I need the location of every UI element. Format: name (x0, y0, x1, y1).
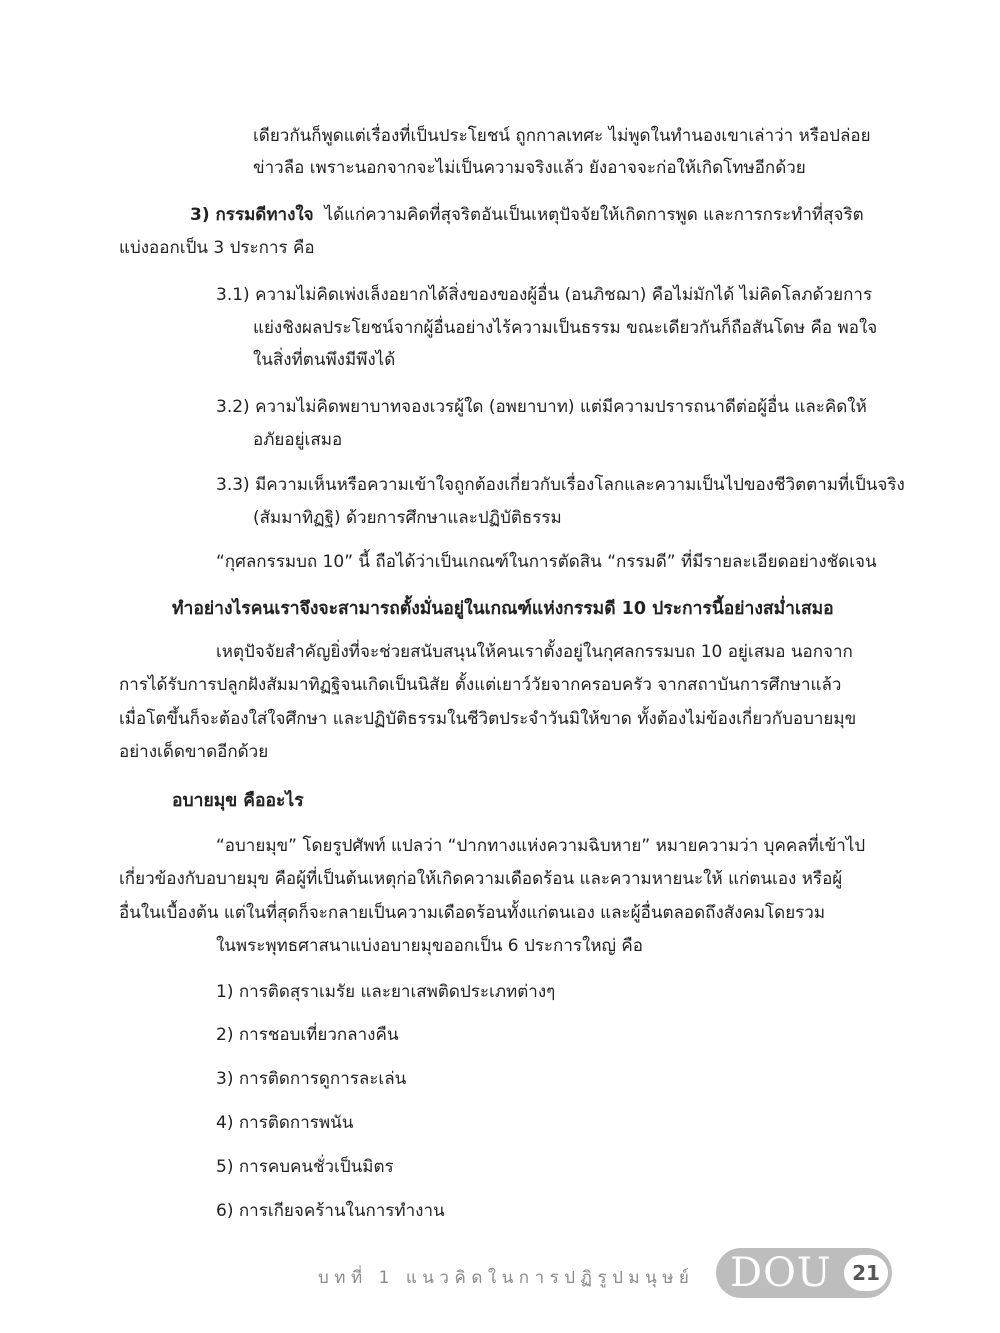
cause-line-4: อย่างเด็ดขาดอีกด้วย (119, 742, 269, 762)
intro-line-2: ข่าวลือ เพราะนอกจากจะไม่เป็นความจริงแล้ว ยังอาจจะก่อให้เกิดโทษอีกด้วย (253, 158, 806, 178)
item-3-2-line-2: อภัยอยู่เสมอ (253, 430, 343, 450)
item-3-text: ได้แก่ความคิดที่สุจริตอันเป็นเหตุปัจจัยให้เกิดการพูด และการกระทำที่สุจริต (324, 205, 864, 225)
dou-logo: DOU (730, 1250, 832, 1296)
cause-line-1: เหตุปัจจัยสำคัญยิ่งที่จะช่วยสนับสนุนให้คนเราตั้งอยู่ในกุศลกรรมบถ 10 อยู่เสมอ นอกจาก (216, 642, 853, 662)
item-3-line-2: แบ่งออกเป็น 3 ประการ คือ (119, 238, 315, 258)
definition-line-3: อื่นในเบื้องต้น แต่ในที่สุดก็จะกลายเป็นความเดือดร้อนทั้งแก่ตนเอง และผู้อื่นตลอดถึงสังคมโดยรวม (119, 903, 826, 923)
section-heading-1: ทำอย่างไรคนเราจึงจะสามารถตั้งมั่นอยู่ในเกณฑ์แห่งกรรมดี 10 ประการนี้อย่างสม่ำเสมอ (172, 599, 834, 619)
footer-chapter-title: บทที่ 1 แนวคิดในการปฏิรูปมนุษย์ (318, 1268, 695, 1288)
section-heading-2: อบายมุข คืออะไร (172, 791, 304, 811)
item-3-line-1 (190, 203, 864, 227)
list-item: 3) การติดการดูการละเล่น (216, 1069, 407, 1089)
summary-line: “กุศลกรรมบถ 10” นี้ ถือได้ว่าเป็นเกณฑ์ในการตัดสิน “กรรมดี” ที่มีรายละเอียดอย่างชัดเจน (216, 552, 877, 572)
item-3-2-line-1: 3.2) ความไม่คิดพยาบาทจองเวรผู้ใด (อพยาบาท) แต่มีความปรารถนาดีต่อผู้อื่น และคิดให้ (216, 397, 867, 417)
definition-line-4: ในพระพุทธศาสนาแบ่งอบายมุขออกเป็น 6 ประการใหญ่ คือ (216, 936, 644, 956)
item-3-1-line-3: ในสิ่งที่ตนพึงมีพึงได้ (253, 350, 396, 370)
list-item: 4) การติดการพนัน (216, 1113, 354, 1133)
footer-badge (716, 1248, 892, 1298)
item-3-title: 3) กรรมดีทางใจ (190, 205, 314, 225)
definition-line-2: เกี่ยวข้องกับอบายมุข คือผู้ที่เป็นต้นเหตุก่อให้เกิดความเดือดร้อน และความหายนะให้ แก่ตนเอง หรือผู้ (119, 869, 843, 889)
list-item: 1) การติดสุราเมรัย และยาเสพติดประเภทต่างๆ (216, 982, 556, 1002)
page-number: 21 (844, 1255, 888, 1291)
item-3-1-line-2: แย่งชิงผลประโยชน์จากผู้อื่นอย่างไร้ความเป็นธรรม ขณะเดียวกันก็ถือสันโดษ คือ พอใจ (253, 318, 878, 338)
item-3-3-line-2: (สัมมาทิฏฐิ) ด้วยการศึกษาและปฏิบัติธรรม (253, 508, 562, 528)
definition-line-1: “อบายมุข” โดยรูปศัพท์ แปลว่า “ปากทางแห่งความฉิบหาย” หมายความว่า บุคคลที่เข้าไป (216, 836, 866, 856)
list-item: 6) การเกียจคร้านในการทำงาน (216, 1201, 445, 1221)
cause-line-3: เมื่อโตขึ้นก็จะต้องใส่ใจศึกษา และปฏิบัติธรรมในชีวิตประจำวันมิให้ขาด ทั้งต้องไม่ข้องเกี่ยวกับอบายมุข (119, 709, 857, 729)
item-3-3-line-1: 3.3) มีความเห็นหรือความเข้าใจถูกต้องเกี่ยวกับเรื่องโลกและความเป็นไปของชีวิตตามที่เป็นจริง (216, 475, 905, 495)
list-item: 2) การชอบเที่ยวกลางคืน (216, 1025, 399, 1045)
item-3-1-line-1: 3.1) ความไม่คิดเพ่งเล็งอยากได้สิ่งของของผู้อื่น (อนภิชฌา) คือไม่มักได้ ไม่คิดโลภด้วยการ (216, 285, 873, 305)
list-item: 5) การคบคนชั่วเป็นมิตร (216, 1157, 394, 1177)
cause-line-2: การได้รับการปลูกฝังสัมมาทิฏฐิจนเกิดเป็นนิสัย ตั้งแต่เยาว์วัยจากครอบครัว จากสถาบันการศึกษาแล้ว (119, 675, 842, 695)
intro-line-1: เดียวกันก็พูดแต่เรื่องที่เป็นประโยชน์ ถูกกาลเทศะ ไม่พูดในทำนองเขาเล่าว่า หรือปล่อย (253, 126, 871, 146)
